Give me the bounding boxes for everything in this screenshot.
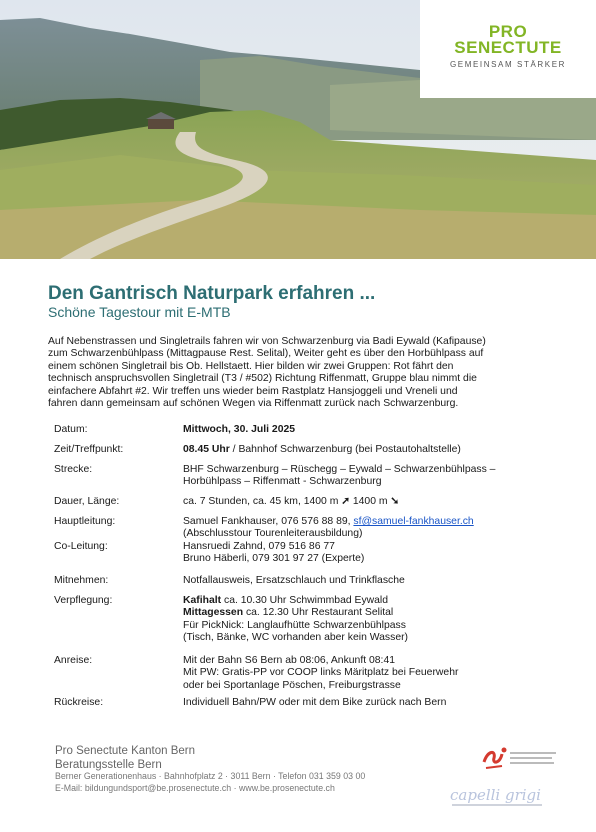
intro-line: einfachere Abfahrt #2. Wir treffen uns wieder beim Rastplatz Hansjoggeli und Vreneli und (48, 385, 458, 397)
strecke-line: Horbühlpass – Riffenmatt - Schwarzenburg (183, 476, 382, 488)
intro-line: Auf Nebenstrassen und Singletrails fahren wir von Schwarzenburg via Badi Eywald (Kafipause) (48, 336, 486, 347)
verpflegung-picknick: Für PickNick: Langlaufhütte Schwarzenbühlpass (183, 619, 406, 631)
strecke-value (183, 464, 495, 489)
zeit-time: 08.45 Uhr (183, 444, 230, 455)
hauptleitung-label: Hauptleitung: (54, 516, 116, 527)
pro-senectute-logo (420, 0, 596, 98)
dauer-text-duration: ca. 7 Stunden, ca. 45 km, 1400 m (183, 496, 342, 507)
anreise-line: Mit der Bahn S6 Bern ab 08:06, Ankunft 08:41 (183, 655, 395, 666)
logo-text-pro: PRO (488, 22, 528, 41)
verpflegung-picknick-note: (Tisch, Bänke, WC vorhanden aber kein Wasser) (183, 632, 409, 644)
footer-office: Beratungsstelle Bern (55, 759, 162, 771)
intro-line: technisch anspruchsvollen Singletrail (T3 / #502) Richtung Riffenmatt, Gruppe blau nimmt die (48, 373, 477, 385)
capelli-grigi-tagline (452, 803, 542, 808)
verpflegung-label: Verpflegung: (54, 595, 113, 606)
anreise-line: oder bei Sportanlage Pöschen, Freiburgstrasse (183, 679, 401, 691)
verpflegung-value (183, 595, 408, 645)
descent-arrow-icon: ➘ (390, 496, 400, 507)
datum-label: Datum: (54, 424, 88, 435)
verpflegung-mittagessen (183, 607, 408, 619)
intro-paragraph (48, 336, 548, 410)
hauptleitung-value (183, 516, 474, 566)
datum-value: Mittwoch, 30. Juli 2025 (183, 424, 296, 435)
intro-line: fahren dann gemeinsam auf schönen Wegen via Riffenmatt zurück nach Schwarzenburg. (48, 398, 459, 410)
zeit-label: Zeit/Treffpunkt: (54, 444, 124, 455)
page-subtitle: Schöne Tagestour mit E-MTB (48, 304, 231, 320)
dauer-value (183, 496, 399, 508)
footer-address: Berner Generationenhaus · Bahnhofplatz 2 · 3011 Bern · Telefon 031 359 03 00 (55, 771, 366, 781)
co-leitung-label: Co-Leitung: (54, 541, 108, 552)
sport-figure-icon (480, 744, 560, 774)
strecke-label: Strecke: (54, 464, 93, 475)
sport-partner-logo (480, 744, 560, 774)
hauptleitung-contact (183, 516, 474, 528)
capelli-grigi-logo: capelli grigi (450, 786, 541, 804)
zeit-place: / Bahnhof Schwarzenburg (bei Postautohaltstelle) (229, 444, 461, 455)
anreise-label: Anreise: (54, 655, 93, 666)
anreise-line: Mit PW: Gratis-PP vor COOP links Märitplatz bei Feuerwehr (183, 667, 459, 679)
mittagessen-label: Mittagessen (183, 607, 244, 619)
zeit-value (183, 444, 461, 456)
verpflegung-kafihalt (183, 595, 408, 607)
mitnehmen-label: Mitnehmen: (54, 575, 109, 586)
kafihalt-label: Kafihalt (183, 595, 222, 606)
strecke-line: BHF Schwarzenburg – Rüschegg – Eywald – Schwarzenbühlpass – (183, 464, 496, 475)
hauptleitung-email-link[interactable]: sf@samuel-fankhauser.ch (353, 516, 474, 527)
page-title: Den Gantrisch Naturpark erfahren ... (48, 283, 376, 304)
ascent-arrow-icon: ➚ (341, 496, 350, 507)
tagline-graphic (452, 803, 542, 807)
mitnehmen-value: Notfallausweis, Ersatzschlauch und Trinkflasche (183, 575, 405, 586)
logo-tagline: GEMEINSAM STÄRKER (449, 60, 567, 69)
rueckreise-value: Individuell Bahn/PW oder mit dem Bike zurück nach Bern (183, 697, 447, 708)
mittagessen-text: ca. 12.30 Uhr Restaurant Selital (243, 607, 394, 619)
hauptleitung-note: (Abschlusstour Tourenleiterausbildung) (183, 528, 363, 540)
co-leitung-line: Bruno Häberli, 079 301 97 27 (Experte) (183, 553, 365, 565)
dauer-text-descent: 1400 m (349, 496, 391, 507)
logo-text-senectute: SENECTUTE (454, 38, 562, 57)
intro-line: zum Schwarzenbühlpass (Mittagpause Rest. Selital), Weiter geht es über den Horbühlpass auf (48, 348, 484, 360)
kafihalt-text: ca. 10.30 Uhr Schwimmbad Eywald (221, 595, 389, 606)
hauptleitung-name-phone: Samuel Fankhauser, 076 576 88 89, (183, 516, 354, 527)
co-leitung-line: Hansruedi Zahnd, 079 516 86 77 (183, 540, 335, 552)
footer-contact: E-Mail: bildungundsport@be.prosenectute.ch · www.be.prosenectute.ch (55, 783, 335, 793)
anreise-value (183, 655, 458, 692)
intro-line: einem schönen Singletrail bis Ob. Hellstaett. Hier bilden wir zwei Gruppen: Rot fährt den (48, 360, 454, 372)
footer-organisation: Pro Senectute Kanton Bern (55, 745, 196, 757)
dauer-label: Dauer, Länge: (54, 496, 120, 507)
rueckreise-label: Rückreise: (54, 697, 104, 708)
